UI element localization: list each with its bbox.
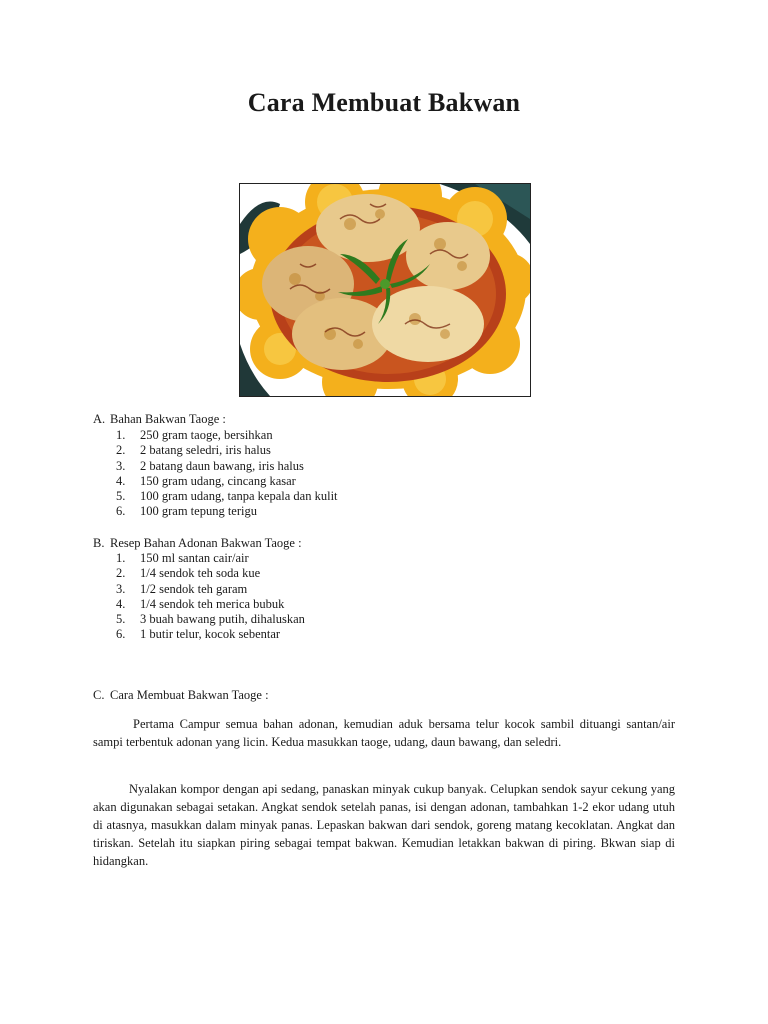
list-number: 5. <box>116 489 126 504</box>
list-item <box>0 489 768 504</box>
list-number: 2. <box>116 443 126 458</box>
list-number: 4. <box>116 596 126 611</box>
section-a-list <box>0 428 768 520</box>
list-text: 1 butir telur, kocok sebentar <box>140 627 281 642</box>
section-c-heading-text: Cara Membuat Bakwan Taoge : <box>110 688 269 702</box>
instruction-paragraph-2: Nyalakan kompor dengan api sedang, panaskan minyak cukup banyak. Celupkan sendok sayur cekung yang akan digunakan sebagai setakan. Angkat sendok setelah panas, isi dengan adonan, tambahkan 1-2 ekor udang utuh di atasnya, masukkan dalam minyak panas. Lepaskan bakwan dari sendok, goreng matang kecoklatan. Angkat dan tiriskan. Setelah itu siapkan piring sebagai tempat bakwan. Kemudian letakkan bakwan di piring. Bkwan siap di hidangkan. <box>93 782 675 868</box>
bakwan-photo-icon <box>239 183 531 397</box>
list-text: 100 gram udang, tanpa kepala dan kulit <box>140 489 338 504</box>
list-item <box>0 504 768 519</box>
section-a-heading-text: Bahan Bakwan Taoge : <box>110 412 226 426</box>
section-a-heading <box>93 412 226 427</box>
section-b-list <box>0 551 768 643</box>
section-b-heading-text: Resep Bahan Adonan Bakwan Taoge : <box>110 536 302 550</box>
section-c-heading <box>93 688 269 703</box>
list-item <box>0 428 768 443</box>
list-number: 6. <box>116 627 126 642</box>
list-text: 2 batang seledri, iris halus <box>140 443 271 458</box>
list-text: 150 gram udang, cincang kasar <box>140 473 296 488</box>
list-item <box>0 627 768 642</box>
section-b-letter: B. <box>93 536 105 550</box>
list-text: 1/2 sendok teh garam <box>140 581 248 596</box>
list-text: 1/4 sendok teh merica bubuk <box>140 596 285 611</box>
list-text: 3 buah bawang putih, dihaluskan <box>140 612 305 627</box>
list-number: 1. <box>116 428 126 442</box>
list-text: 1/4 sendok teh soda kue <box>140 566 261 581</box>
bakwan-photo-icon <box>240 184 530 396</box>
list-number: 3. <box>116 581 126 596</box>
list-text: 250 gram taoge, bersihkan <box>140 428 273 442</box>
list-number: 5. <box>116 612 126 627</box>
list-text: 150 ml santan cair/air <box>140 551 249 565</box>
list-number: 6. <box>116 504 126 519</box>
instruction-paragraph-1: Pertama Campur semua bahan adonan, kemudian aduk bersama telur kocok sambil dituangi santan/air sampi terbentuk adonan yang licin. Kedua masukkan taoge, udang, daun bawang, dan seledri. <box>93 717 675 749</box>
list-item <box>0 474 768 489</box>
list-item <box>0 597 768 612</box>
list-number: 1. <box>116 551 126 565</box>
list-item <box>0 551 768 566</box>
list-item <box>0 443 768 458</box>
list-text: 100 gram tepung terigu <box>140 504 257 519</box>
list-number: 2. <box>116 566 126 581</box>
section-a-letter: A. <box>93 412 106 426</box>
list-item <box>0 459 768 474</box>
list-item <box>0 582 768 597</box>
list-number: 4. <box>116 473 126 488</box>
list-item <box>0 612 768 627</box>
page-title: Cara Membuat Bakwan <box>247 88 521 117</box>
list-text: 2 batang daun bawang, iris halus <box>140 458 304 473</box>
list-number: 3. <box>116 458 126 473</box>
list-item <box>0 566 768 581</box>
section-c-letter: C. <box>93 688 105 702</box>
section-b-heading <box>93 536 302 551</box>
